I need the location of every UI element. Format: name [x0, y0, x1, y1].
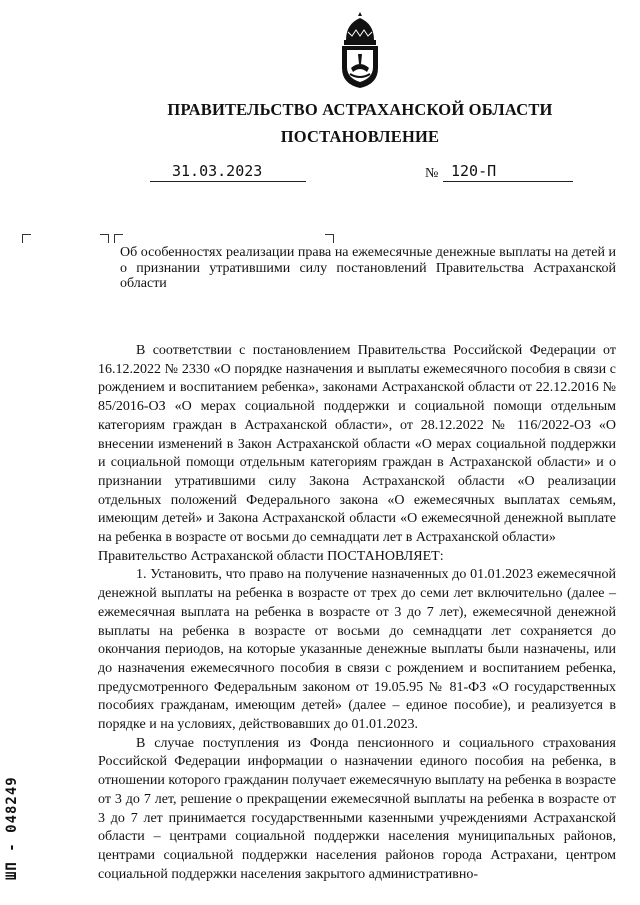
document-type-title: ПОСТАНОВЛЕНИЕ — [280, 127, 440, 146]
paragraph: 1. Установить, что право на получение назначенных до 01.01.2023 ежемесячной денежной выплаты на ребенка в возрасте от трех до семи лет включительно (далее – ежемесячная выплата на ребенка в возрасте от 3 до 7 лет), ежемесячной денежной выплаты на ребенка в возрасте от восьми до семнадцати лет сохраняется до окончания периодов, на которые указанные денежные выплаты были назначены, или до назначения ежемесячного пособия в связи с рождением и воспитанием ребенка, предусмотренного Федеральным законом от 19.05.95 № 81-ФЗ «О государственных пособиях гражданам, имеющим детей» (далее – единое пособие), и реализуется в порядке и на условиях, действовавших до 01.01.2023. — [98, 567, 616, 733]
paragraph: В соответствии с постановлением Правительства Российской Федерации от 16.12.2022 № 2330 «О порядке назначения и выплаты ежемесячного пособия в связи с рождением и воспитанием ребенка», законами Астраханской области от 22.12.2016 № 85/2016-ОЗ «О мерах социальной поддержки и социальной помощи отдельным категориям граждан в Астраханской области», от 28.12.2022 № 116/2022-ОЗ «О внесении изменений в Закон Астраханской области «О мерах социальной поддержки и социальной помощи отдельным категориям граждан в Астраханской области» и о признании утратившими силу Закона Астраханской области «О реализации отдельных положений Федерального закона «О ежемесячных выплатах семьям, имеющим детей» и Закона Астраханской области «О ежемесячной денежной выплате на ребенка в возрасте от восьми до семнадцати лет в Астраханской области» — [98, 343, 616, 546]
document-number-field — [443, 162, 573, 182]
document-subject: Об особенностях реализации права на ежемесячные денежные выплаты на детей и о признании утратившими силу постановлений Правительства Астраханской области — [120, 245, 616, 291]
paragraph: В случае поступления из Фонда пенсионного и социального страхования Российской Федерации информации о назначении единого пособия на ребенка, в отношении которого гражданин получает ежемесячную выплату на ребенка в возрасте от 3 до 7 лет, решение о прекращении ежемесячной выплаты на ребенка в возрасте от 3 до 7 лет принимается государственными казенными учреждениями Астраханской области – центрами социальной поддержки населения муниципальных районов, центрами социальной поддержки населения районов города Астрахани, центром социальной поддержки населения закрытого административно- — [98, 735, 616, 882]
margin-corner-mark — [22, 234, 31, 243]
coat-of-arms-icon — [334, 10, 386, 90]
paragraph-resolution: Правительство Астраханской области ПОСТАНОВЛЯЕТ: — [98, 548, 444, 564]
document-date-field — [150, 162, 306, 182]
side-serial-stamp: ШП - 048249 — [4, 776, 20, 880]
margin-corner-mark — [114, 234, 123, 243]
document-number: 120-П — [451, 162, 497, 180]
organization-title: ПРАВИТЕЛЬСТВО АСТРАХАНСКОЙ ОБЛАСТИ — [167, 100, 553, 119]
margin-corner-mark — [325, 234, 334, 243]
document-body — [98, 342, 616, 884]
margin-corner-mark — [100, 234, 109, 243]
document-date: 31.03.2023 — [172, 162, 263, 180]
number-label: № — [425, 166, 439, 181]
